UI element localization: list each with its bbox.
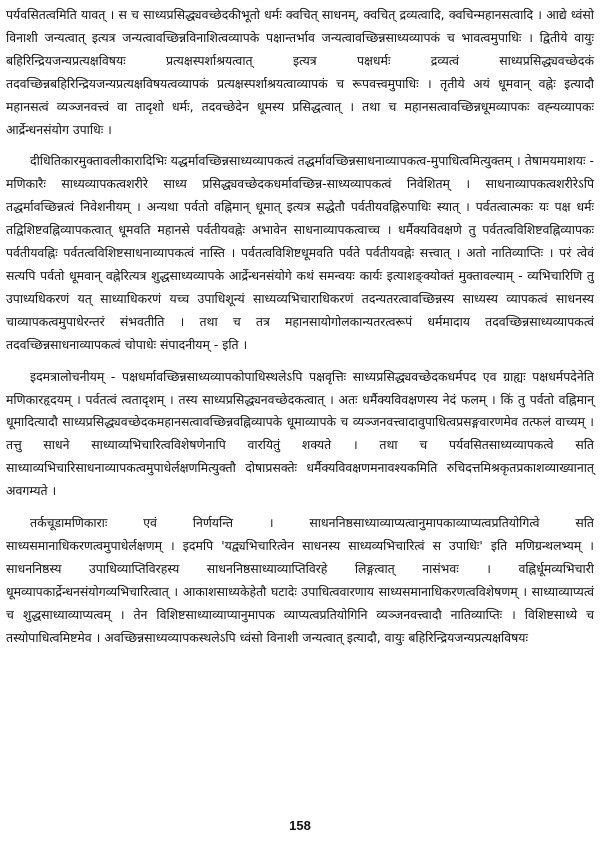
paragraph-4: तर्कचूडामणिकाराः एवं निर्णयन्ति । साधननिष्ठसाध्याव्याप्यत्वानुमापकाव्याप्यत्वप्रतियोगित्वे सति साध्यसमानाधिकरणत्वमुपाधेर्लक्षणम् । इदमपि 'यद्व्यभिचारित्वेन साधनस्य साध्यव्यभिचारित्वं स उपाधिः' इति मणिग्रन्थलभ्यम् । साधननिष्ठस्य उपाधिव्याप्तिविरहस्य साधननिष्ठसाध्याव्याप्तिविरहे लिङ्गत्वात् नासंभवः । वह्निर्धूमव्यभिचारी धूमव्यापकार्द्रेन्धनसंयोगव्यभिचारित्वात् । आकाशसाध्यकेहेतौ घटादेः उपाधित्ववारणाय साध्यसमानाधिकरणत्वविशेषणम् । साध्याव्याप्यत्वं च शुद्धसाध्याव्याप्यत्वम् । तेन विशिष्टसाध्याव्याप्यानुमापक व्याप्यत्वप्रतियोगिनि व्यञ्जनवत्त्वादौ नातिव्याप्तिः । विशिष्टसाध्ये च तस्योपाधित्वमिष्टमेव । अवच्छिन्नसाध्यव्यापकस्थलेऽपि ध्वंसो विनाशी जन्यत्वात् इत्यादौ, वायुः बहिरिन्द्रियजन्यप्रत्यक्षविषयः	[6, 515, 594, 645]
page-body	[6, 4, 594, 804]
paragraph-1: पर्यवसितत्वमिति यावत् । स च साध्यप्रसिद्ध्यवच्छेदकीभूतो धर्मः क्वचित् साधनम्, क्वचित् द्रव्यत्वादि, क्वचिन्महानसत्वादि । आद्ये ध्वंसो विनाशी जन्यत्वात् इत्यत्र जन्यत्वावच्छिन्नविनाशित्वव्यापके पक्षान्तर्भाव जन्यत्वावच्छिन्नसाध्यव्यापकं च भावत्वमुपाधिः । द्वितीये वायुः बहिरिन्द्रियजन्यप्रत्यक्षविषयः प्रत्यक्षस्पर्शाश्रयत्वात् इत्यत्र पक्षधर्मः द्रव्यत्वं साध्यप्रसिद्ध्यवच्छेदकं तदवच्छिन्नबहिरिन्द्रियजन्यप्रत्यक्षविषयत्वव्यापकं प्रत्यक्षस्पर्शाश्रयत्वाव्यापकं च रूपवत्त्वमुपाधिः । तृतीये अयं धूमवान् वह्नेः इत्यादौ महानसत्वं व्यञ्जनवत्त्वं वा तादृशो धर्मः, तदवच्छेदेन धूमस्य प्रसिद्धत्वात् । तथा च महानसत्वावच्छिन्नधूमव्यापकः वह्न्यव्यापकः आर्द्रेन्धनसंयोग उपाधिः ।	[6, 7, 594, 137]
paragraph-3: इदमत्रालोचनीयम् - पक्षधर्मावच्छिन्नसाध्यव्यापकोपाधिस्थलेऽपि पक्षवृत्तिः साध्यप्रसिद्ध्यवच्छेदकधर्मपद एव ग्राह्यः पक्षधर्मपदेनेति मणिकारहृदयम् । पर्वतत्वं त्वतादृशम् । तस्य साध्यप्रसिद्ध्यनवच्छेदकत्वात् । अतः धर्मैक्यविवक्षणस्य नेदं फलम् । किं तु पर्वतो वह्निमान् धूमादित्यादौ साध्यप्रसिद्ध्यवच्छेदकमहानसत्वावच्छिन्नवह्निव्यापके धूमाव्यापके च व्यञ्जनवत्त्वादावुपाधित्वप्रसङ्गवारणमेव तत्फलं वाच्यम् । तत्तु साधने साध्याव्यभिचारित्वविशेषणेनापि वारयितुं शक्यते । तथा च पर्यवसितसाध्यव्यापकत्वे सति साध्याव्यभिचारिसाधनाव्यापकत्वमुपाधेर्लक्षणमित्युक्तौ दोषाप्रसक्तेः धर्मैक्यविवक्षणमनावश्यकमिति रुचिदत्तमिश्रकृतप्रकाशव्याख्यानात् अवगम्यते ।	[6, 368, 594, 499]
paragraph-2: दीधितिकारमुक्तावलीकारादिभिः यद्धर्मावच्छिन्नसाध्यव्यापकत्वं तद्धर्मावच्छिन्नसाधनाव्यापकत्व-मुपाधित्वमित्युक्तम् । तेषामयमाशयः - मणिकारैः साध्यव्यापकत्वशरीरे साध्य प्रसिद्ध्यवच्छेदकधर्मावच्छिन्न-साध्यव्यापकत्वं निवेशितम् । साधनाव्यापकत्वशरीरेऽपि तद्धर्मावच्छिन्नत्वं निवेशनीयम् । अन्यथा पर्वतो वह्निमान् धूमात् इत्यत्र सद्धेतौ पर्वतीयवह्निरुपाधिः स्यात् । पर्वतत्वात्मकः यः पक्ष धर्मः तद्विशिष्टवह्निव्यापकत्वात् धूमवति महानसे पर्वतीयवह्नेः अभावेन साधनाव्यापकत्वाच्च । धर्मैक्यविवक्षणे तु पर्वतत्वविशिष्टवह्निव्यापकः पर्वतीयवह्निः पर्वतत्वविशिष्टसाधनाव्यापकत्वं नास्ति । पर्वतत्वविशिष्टधूमवति पर्वते पर्वतीयवह्नेः सत्त्वात् । अतो नातिव्याप्तिः । परं त्वेवं सत्यपि पर्वतो धूमवान् वह्नेरित्यत्र शुद्धसाध्यव्यापके आर्द्रेन्धनसंयोगे कथं समन्वयः कार्यः इत्याशङ्क्योक्तं मुक्तावल्याम् - व्यभिचारिणि तु उपाध्यधिकरणं यत् साध्याधिकरणं यच्च उपाधिशून्यं साध्यव्यभिचाराधिकरणं तदन्यतरत्वावच्छिन्नस्य साध्यस्य व्यापकत्वं साधनस्य चाव्यापकत्वमुपाधेरन्तरं संभवतीति । तथा च तत्र महानसायोगोलकान्यतरत्वरूपं धर्ममादाय तदवच्छिन्नसाध्यव्यापकत्वं तदवच्छिन्नसाधनाव्यापकत्वं चोपाधेः संपादनीयम् - इति ।	[6, 153, 594, 352]
page-number: 158	[289, 818, 311, 833]
